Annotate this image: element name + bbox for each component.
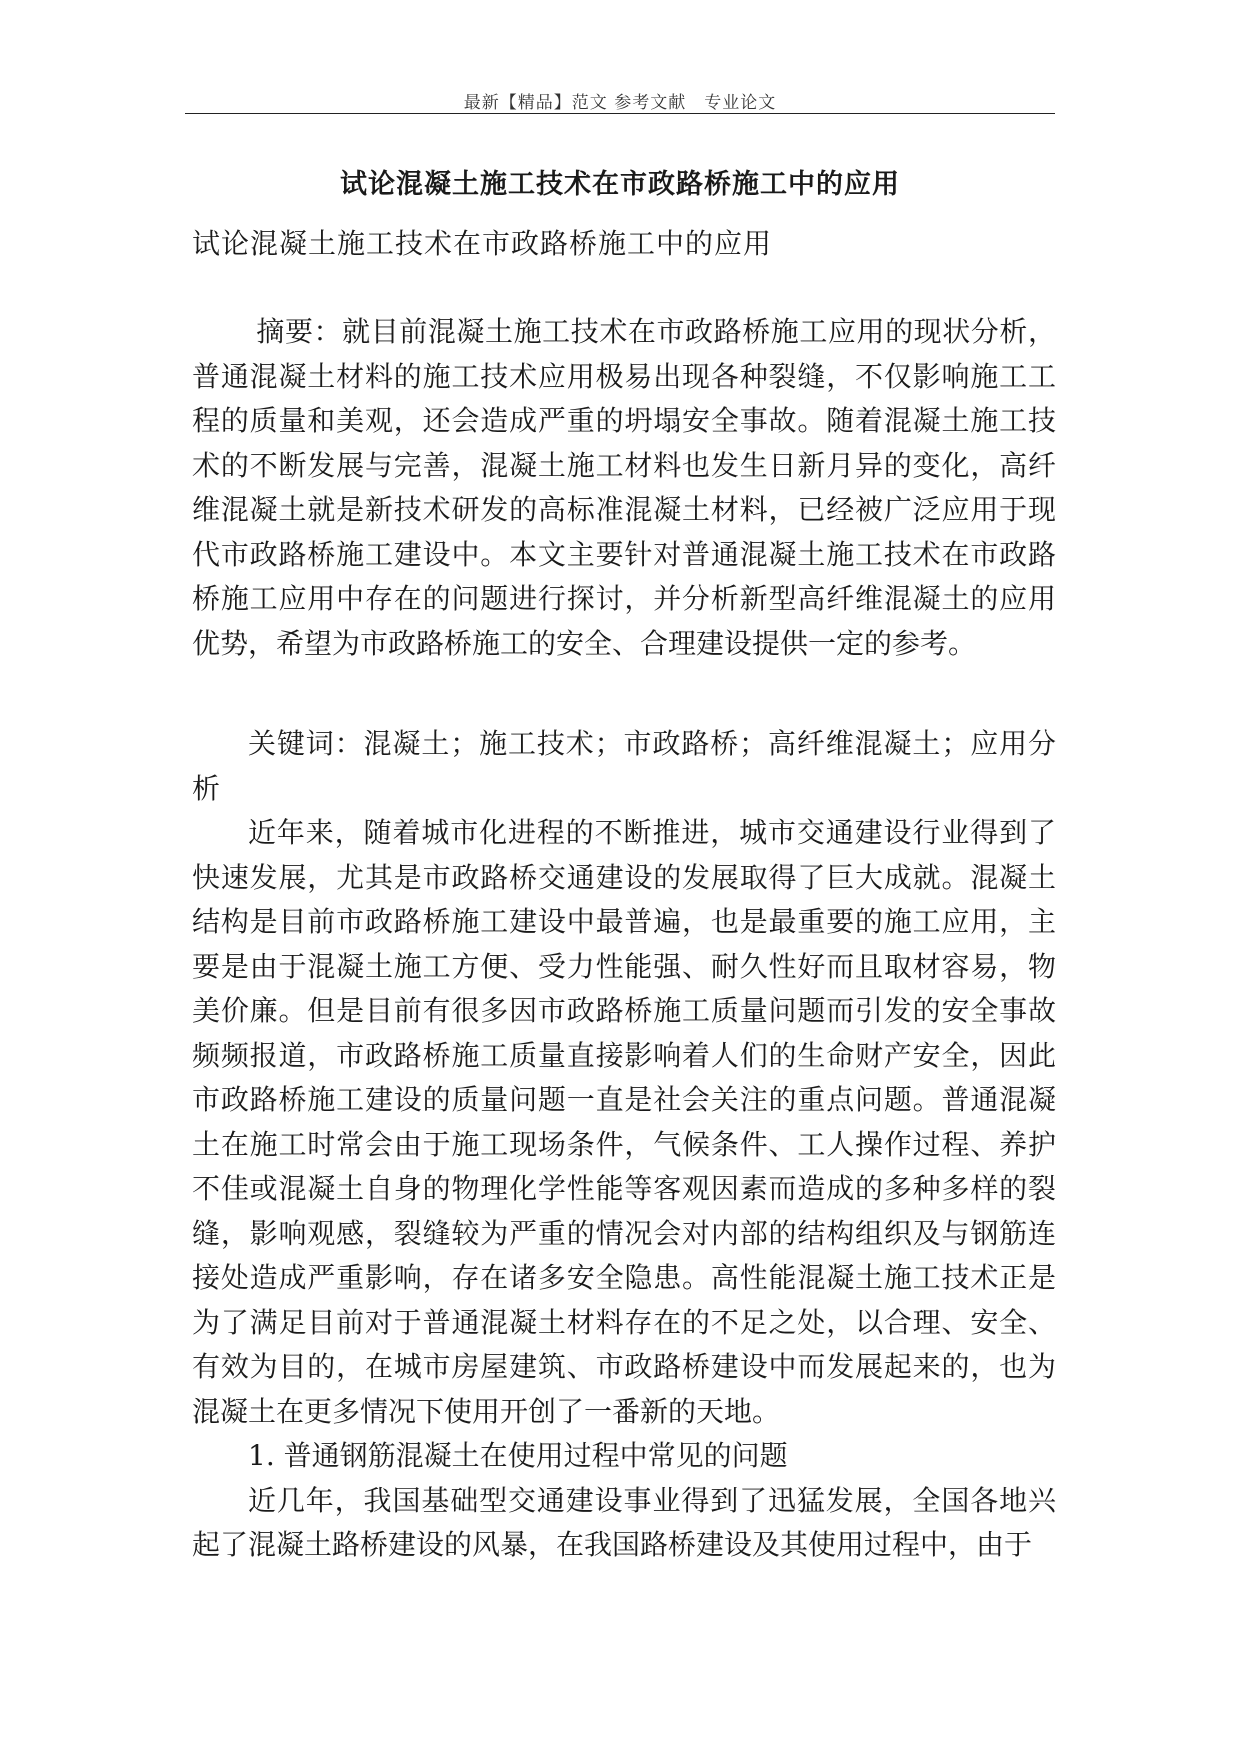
main-body <box>192 811 1056 1568</box>
body-paragraph: 近几年，我国基础型交通建设事业得到了迅猛发展，全国各地兴起了混凝土路桥建设的风暴，在我国路桥建设及其使用过程中，由于 <box>192 1483 1056 1561</box>
page-header: 最新【精品】范文 参考文献 专业论文 <box>463 93 777 113</box>
abstract-section <box>192 310 1056 666</box>
abstract-paragraph: 摘要：就目前混凝土施工技术在市政路桥施工应用的现状分析，普通混凝土材料的施工技术应用极易出现各种裂缝，不仅影响施工工程的质量和美观，还会造成严重的坍塌安全事故。随着混凝土施工技术的不断发展与完善，混凝土施工材料也发生日新月异的变化，高纤维混凝土就是新技术研发的高标准混凝土材料，已经被广泛应用于现代市政路桥施工建设中。本文主要针对普通混凝土施工技术在市政路桥施工应用中存在的问题进行探讨，并分析新型高纤维混凝土的应用优势，希望为市政路桥施工的安全、合理建设提供一定的参考。 <box>192 315 1056 660</box>
section-heading: 1. 普通钢筋混凝土在使用过程中常见的问题 <box>248 1439 788 1472</box>
keywords-paragraph: 关键词：混凝土；施工技术；市政路桥；高纤维混凝土；应用分析 <box>192 727 1056 805</box>
document-title: 试论混凝土施工技术在市政路桥施工中的应用 <box>340 169 900 200</box>
keywords-section <box>192 722 1056 811</box>
document-subtitle: 试论混凝土施工技术在市政路桥施工中的应用 <box>192 227 773 260</box>
header-divider <box>185 113 1055 114</box>
body-paragraph: 近年来，随着城市化进程的不断推进，城市交通建设行业得到了快速发展，尤其是市政路桥交通建设的发展取得了巨大成就。混凝土结构是目前市政路桥施工建设中最普遍，也是最重要的施工应用，主要是由于混凝土施工方便、受力性能强、耐久性好而且取材容易，物美价廉。但是目前有很多因市政路桥施工质量问题而引发的安全事故频频报道，市政路桥施工质量直接影响着人们的生命财产安全，因此市政路桥施工建设的质量问题一直是社会关注的重点问题。普通混凝土在施工时常会由于施工现场条件，气候条件、工人操作过程、养护不佳或混凝土自身的物理化学性能等客观因素而造成的多种多样的裂缝，影响观感，裂缝较为严重的情况会对内部的结构组织及与钢筋连接处造成严重影响，存在诸多安全隐患。高性能混凝土施工技术正是为了满足目前对于普通混凝土材料存在的不足之处，以合理、安全、有效为目的，在城市房屋建筑、市政路桥建设中而发展起来的，也为混凝土在更多情况下使用开创了一番新的天地。 <box>192 816 1056 1428</box>
